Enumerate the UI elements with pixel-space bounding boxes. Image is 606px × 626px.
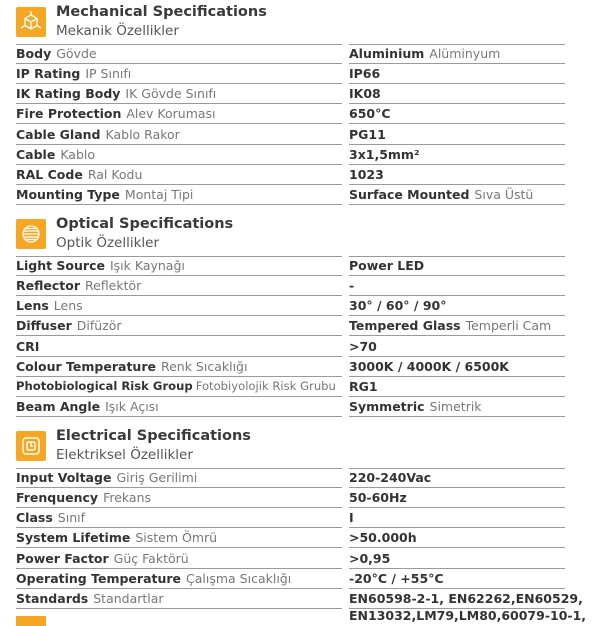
spec-value-main: IK08 <box>349 86 381 102</box>
spec-label <box>16 167 344 182</box>
spec-value-main: I <box>349 510 354 526</box>
spec-value-main: -20°C / +55°C <box>349 570 444 586</box>
spec-row <box>0 125 606 145</box>
spec-value-main: RG1 <box>349 378 378 394</box>
spec-label-tr: Gövde <box>56 46 97 61</box>
divider <box>349 468 565 469</box>
spec-value-main: Aluminium <box>349 46 425 61</box>
spec-value <box>349 339 606 354</box>
spec-label <box>16 147 344 162</box>
spec-value-main: 3000K / 4000K / 6500K <box>349 358 509 374</box>
spec-label-en: Power Factor <box>16 550 109 566</box>
spec-label-tr: Ral Kodu <box>87 166 143 182</box>
spec-label-en: Body <box>16 46 52 61</box>
spec-label <box>16 530 344 545</box>
spec-value <box>349 318 606 333</box>
spec-row <box>0 296 606 316</box>
spec-label <box>16 187 344 202</box>
spec-value <box>349 147 606 162</box>
spec-value-main: 30° / 60° / 90° <box>349 298 447 314</box>
spec-label <box>16 318 344 333</box>
spec-value-tr: Sıva Üstü <box>474 187 534 203</box>
spec-label-tr: Alev Koruması <box>126 106 216 122</box>
spec-value-main: >50.000h <box>349 530 417 546</box>
spec-label <box>16 551 344 566</box>
spec-row <box>0 569 606 589</box>
spec-row <box>0 508 606 528</box>
spec-label <box>16 490 344 505</box>
spec-label-tr: Difüzör <box>76 318 122 334</box>
spec-label <box>16 339 344 354</box>
spec-label-en: Mounting Type <box>16 187 120 203</box>
divider <box>16 204 342 205</box>
spec-label-tr: Sistem Ömrü <box>135 530 218 546</box>
spec-value <box>349 591 606 606</box>
spec-value <box>349 46 606 61</box>
spec-value <box>349 187 606 202</box>
section-subtitle: Mekanik Özellikler <box>56 23 179 39</box>
spec-label-en: Beam Angle <box>16 399 101 415</box>
spec-value <box>349 278 606 293</box>
section-title: Optical Specifications <box>56 216 234 232</box>
divider <box>349 416 565 417</box>
spec-label-en: RAL Code <box>16 166 83 182</box>
spec-label-en: IK Rating Body <box>16 86 121 102</box>
divider <box>16 44 342 45</box>
spec-label-tr: Montaj Tipi <box>124 187 194 203</box>
lens-icon <box>16 219 46 249</box>
spec-value <box>349 551 606 566</box>
spec-label <box>16 379 344 393</box>
spec-label-en: Reflector <box>16 278 80 294</box>
spec-value <box>349 571 606 586</box>
circuit-icon <box>16 431 46 461</box>
spec-label <box>16 470 344 485</box>
cube-axes-icon <box>16 7 46 37</box>
spec-value-main: >70 <box>349 338 377 354</box>
spec-value-main: 1023 <box>349 166 384 182</box>
spec-value-main: Power LED <box>349 258 425 273</box>
divider <box>16 608 342 609</box>
divider <box>16 416 342 417</box>
spec-label-en: Class <box>16 510 53 526</box>
spec-value-main: >0,95 <box>349 550 391 566</box>
spec-value-main: Surface Mounted <box>349 187 470 203</box>
spec-label <box>16 591 344 606</box>
spec-label <box>16 86 344 101</box>
next-section-icon <box>16 616 46 626</box>
divider <box>349 256 565 257</box>
spec-label-tr: IP Sınıfı <box>85 66 132 82</box>
spec-row <box>0 276 606 296</box>
spec-label-en: Lens <box>16 298 49 314</box>
spec-value-main: EN60598-2-1, EN62262,EN60529, <box>349 590 583 606</box>
spec-value <box>349 379 606 394</box>
section-subtitle: Optik Özellikler <box>56 235 160 251</box>
spec-label-en: Operating Temperature <box>16 570 182 586</box>
spec-label-tr: Giriş Gerilimi <box>116 470 198 485</box>
spec-value <box>349 359 606 374</box>
spec-label-tr: IK Gövde Sınıfı <box>125 86 217 102</box>
standards-continuation: EN13032,LM79,LM80,60079-10-1, <box>349 608 587 623</box>
spec-row <box>0 44 606 64</box>
spec-label <box>16 106 344 121</box>
spec-value-main: 50-60Hz <box>349 490 407 506</box>
spec-label <box>16 66 344 81</box>
spec-label <box>16 510 344 525</box>
spec-label <box>16 278 344 293</box>
spec-row <box>0 165 606 185</box>
spec-label <box>16 298 344 313</box>
spec-label-tr: Işık Kaynağı <box>109 258 185 273</box>
spec-value <box>349 470 606 485</box>
section-subtitle: Elektriksel Özellikler <box>56 447 193 463</box>
spec-row <box>0 185 606 205</box>
spec-label-tr: Standartlar <box>93 590 164 606</box>
spec-value <box>349 399 606 414</box>
spec-label-en: Frenquency <box>16 490 99 506</box>
spec-label-en: Cable Gland <box>16 126 101 142</box>
spec-label-tr: Lens <box>53 298 83 314</box>
spec-value <box>349 106 606 121</box>
electrical-header <box>16 428 596 468</box>
spec-row <box>0 397 606 417</box>
spec-label-en: Input Voltage <box>16 470 112 485</box>
spec-row <box>0 64 606 84</box>
spec-value <box>349 127 606 142</box>
spec-row <box>0 589 606 609</box>
mechanical-header <box>16 4 596 44</box>
spec-value <box>349 530 606 545</box>
divider <box>349 44 565 45</box>
spec-label-en: Diffuser <box>16 318 72 334</box>
spec-label-en: Standards <box>16 590 89 606</box>
spec-label <box>16 127 344 142</box>
section-title: Mechanical Specifications <box>56 4 267 20</box>
optical-header <box>16 216 596 256</box>
spec-label <box>16 46 344 61</box>
spec-row <box>0 256 606 276</box>
spec-label-tr: Güç Faktörü <box>113 550 189 566</box>
spec-label-tr: Kablo Rakor <box>105 126 180 142</box>
divider <box>349 204 565 205</box>
spec-row <box>0 488 606 508</box>
spec-label-tr: Frekans <box>103 490 152 506</box>
spec-row <box>0 316 606 336</box>
spec-label-en: IP Rating <box>16 66 81 82</box>
spec-row <box>0 104 606 124</box>
spec-value-main: 220-240Vac <box>349 470 432 485</box>
spec-row <box>0 377 606 397</box>
spec-value-main: Tempered Glass <box>349 318 461 334</box>
spec-label-tr: Fotobiyolojik Risk Grubu <box>195 378 336 393</box>
spec-row <box>0 84 606 104</box>
divider <box>16 468 342 469</box>
spec-label-en: Photobiological Risk Group <box>16 378 193 393</box>
section-title: Electrical Specifications <box>56 428 251 444</box>
spec-value-main: 650°C <box>349 106 391 122</box>
spec-value <box>349 490 606 505</box>
spec-label-tr: Sınıf <box>57 510 85 526</box>
spec-row <box>0 357 606 377</box>
spec-label-tr: Renk Sıcaklığı <box>160 358 248 374</box>
spec-label-tr: Kablo <box>60 146 96 162</box>
spec-value-main: IP66 <box>349 66 381 82</box>
spec-value <box>349 258 606 273</box>
spec-label-tr: Reflektör <box>84 278 142 294</box>
divider <box>16 256 342 257</box>
spec-value-main: 3x1,5mm² <box>349 146 420 162</box>
spec-label-en: Colour Temperature <box>16 358 156 374</box>
spec-label-en: Fire Protection <box>16 106 122 122</box>
spec-value-main: PG11 <box>349 126 386 142</box>
spec-value-main: - <box>349 278 355 294</box>
spec-row <box>0 145 606 165</box>
spec-label-en: Light Source <box>16 258 105 273</box>
spec-value-tr: Temperli Cam <box>465 318 552 334</box>
spec-value <box>349 298 606 313</box>
spec-row <box>0 549 606 569</box>
spec-label-tr: Işık Açısı <box>105 399 159 415</box>
spec-label <box>16 399 344 414</box>
spec-value <box>349 167 606 182</box>
spec-value <box>349 66 606 81</box>
spec-label <box>16 571 344 586</box>
spec-value-tr: Simetrik <box>429 399 482 415</box>
spec-row <box>0 337 606 357</box>
spec-label-en: System Lifetime <box>16 530 131 546</box>
spec-label <box>16 258 344 273</box>
spec-label <box>16 359 344 374</box>
spec-value-tr: Alüminyum <box>429 46 501 61</box>
spec-label-en: CRI <box>16 338 40 354</box>
spec-row <box>0 528 606 548</box>
spec-label-tr: Çalışma Sıcaklığı <box>186 570 292 586</box>
spec-value-main: Symmetric <box>349 399 425 415</box>
spec-label-en: Cable <box>16 146 56 162</box>
spec-value <box>349 86 606 101</box>
spec-row <box>0 468 606 488</box>
spec-value <box>349 510 606 525</box>
